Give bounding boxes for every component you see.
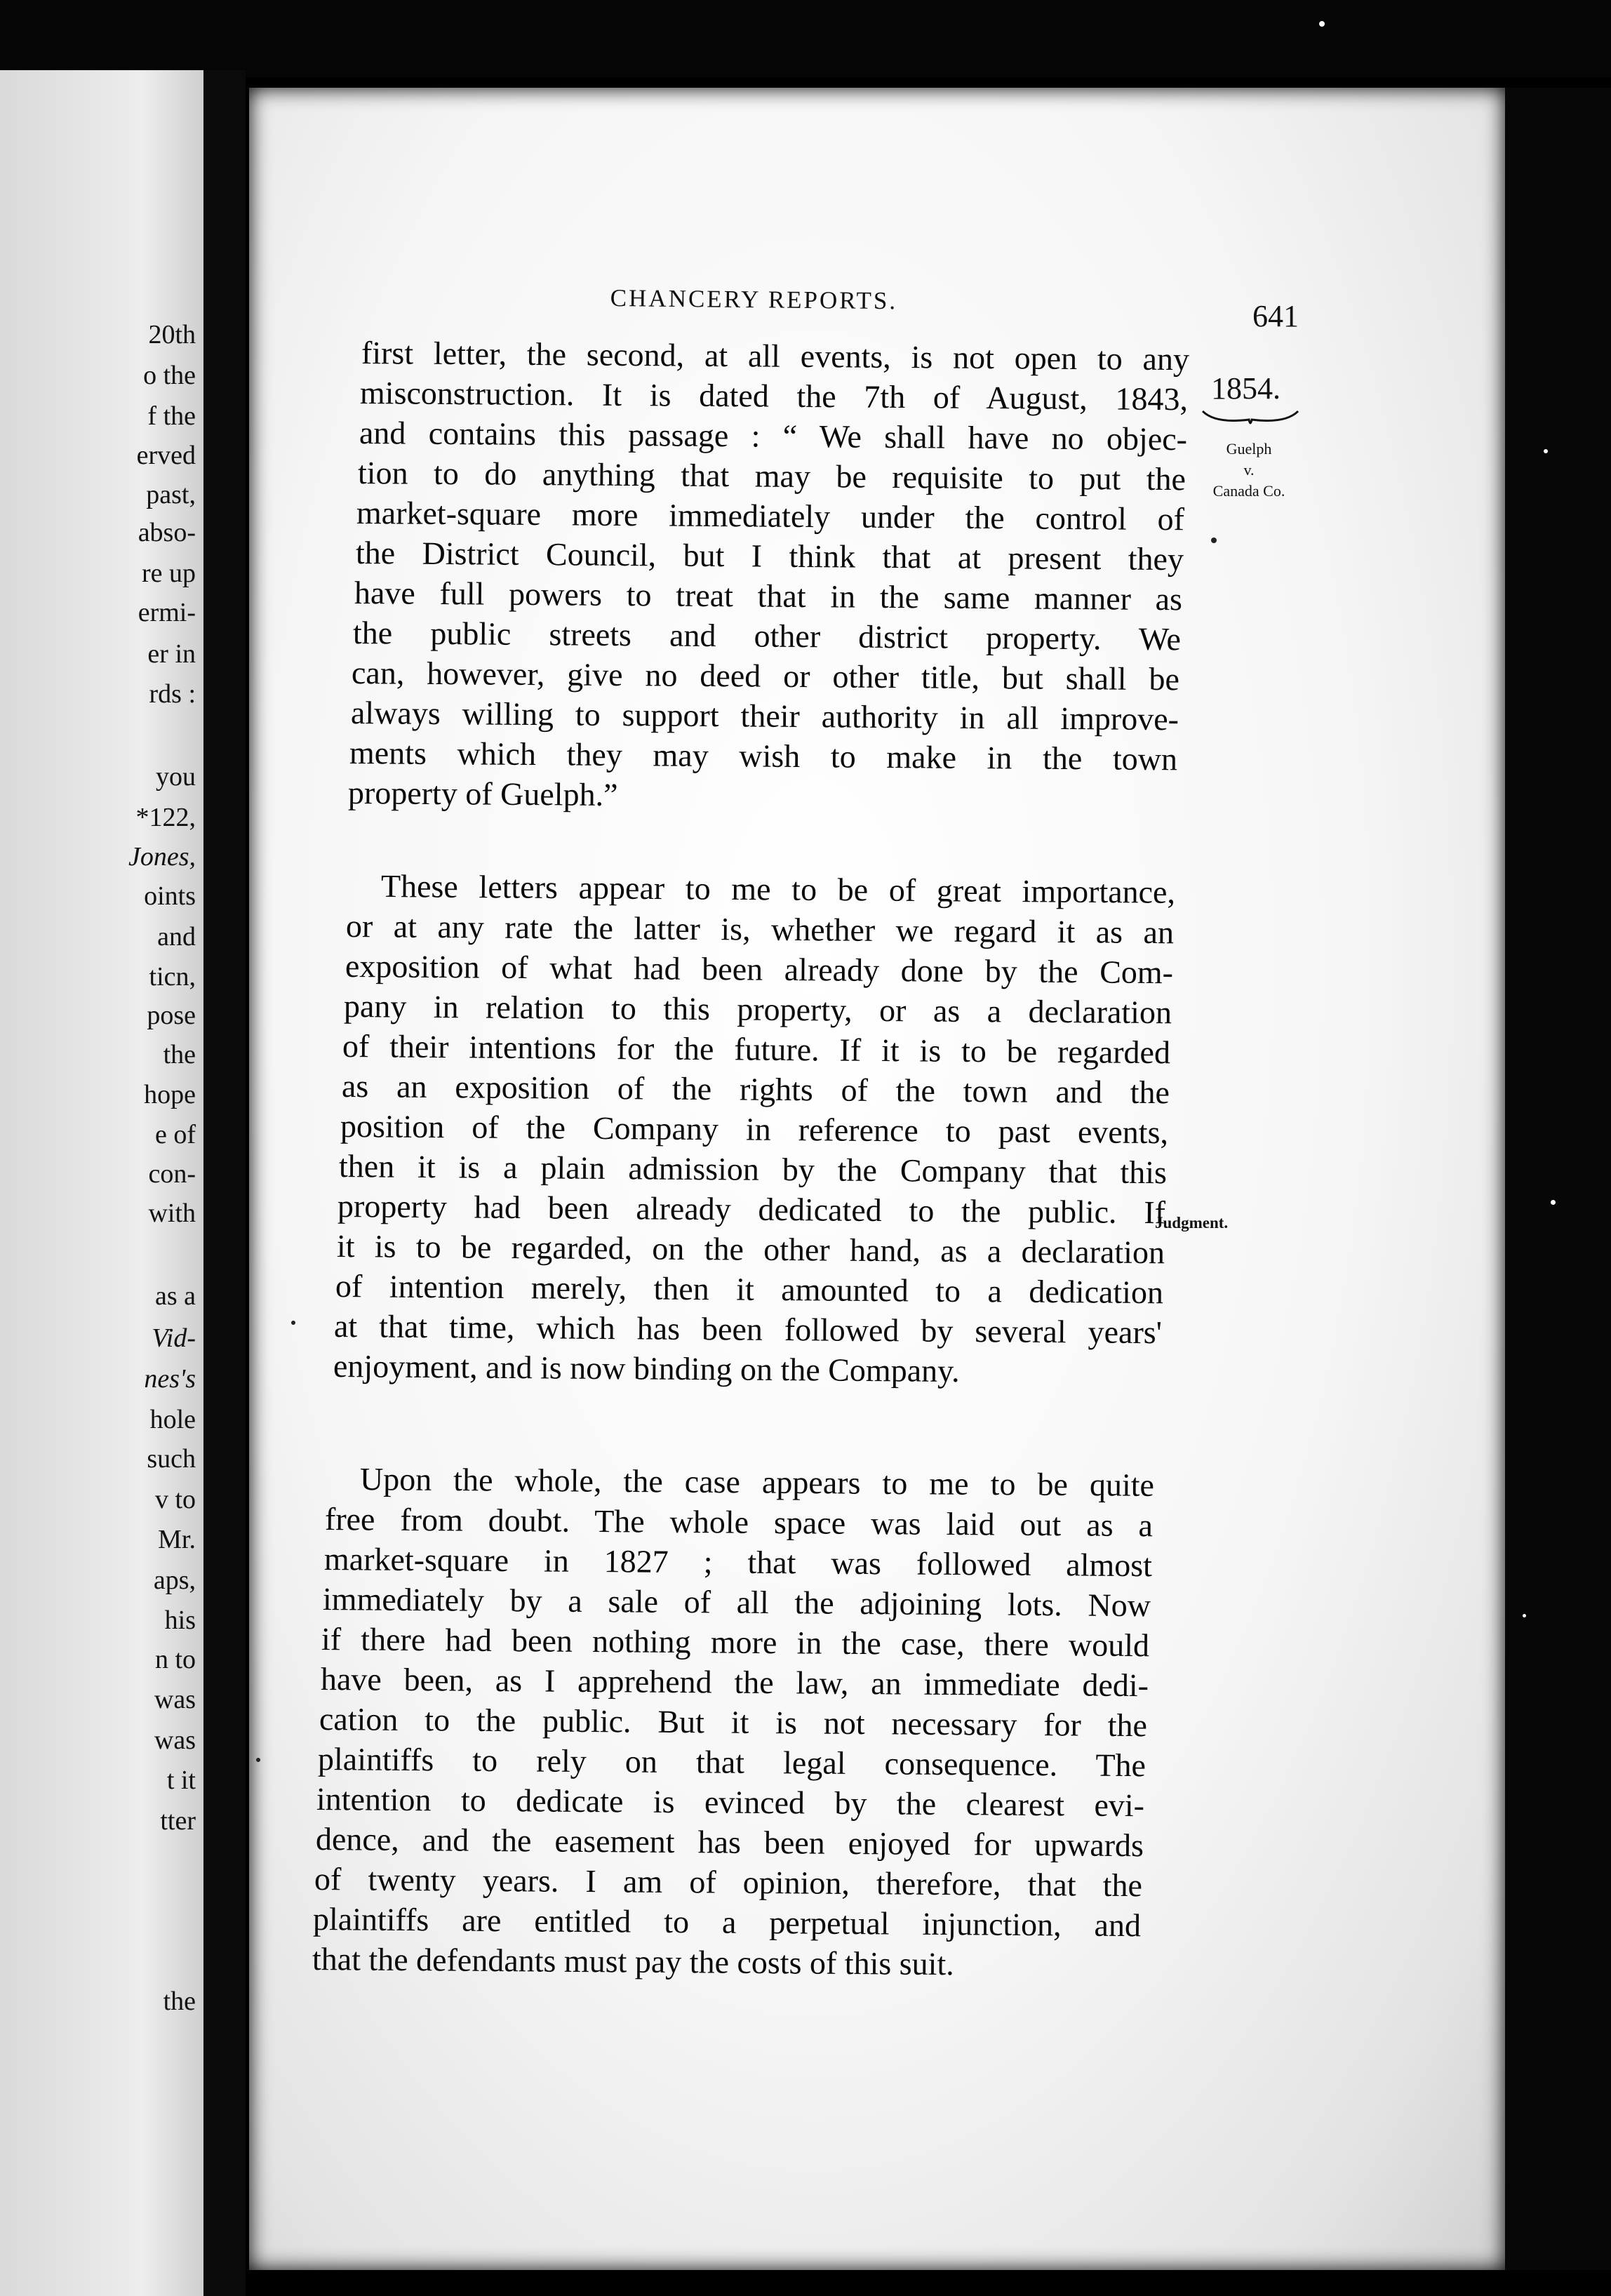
text-line: always willing to support their authority in all improve-: [350, 695, 1179, 737]
facing-page-fragment: pose: [147, 1001, 196, 1030]
film-speck: [1544, 449, 1548, 453]
text-line: cation to the public. But it is not necessary for the: [319, 1701, 1147, 1744]
facing-page-fragment: the: [163, 1987, 196, 2016]
text-line: market-square more immediately under the control of: [356, 495, 1185, 538]
facing-page-fragment: tter: [160, 1806, 196, 1836]
facing-page-fragment: nes's: [144, 1364, 196, 1394]
case-plaintiff: Guelph: [1226, 440, 1272, 458]
text-line: misconstruction. It is dated the 7th of August, 1843,: [360, 375, 1189, 418]
film-speck: [1319, 21, 1325, 27]
facing-page-fragment: o the: [143, 361, 196, 390]
text-line: Upon the whole, the case appears to me to be quite: [359, 1461, 1155, 1503]
text-line: then it is a plain admission by the Company that this: [338, 1148, 1168, 1191]
text-line: can, however, give no deed or other title, but shall be: [352, 655, 1180, 698]
facing-page-fragment: hope: [144, 1080, 196, 1109]
facing-page-fragment: with: [148, 1199, 196, 1228]
text-line: property had been already dedicated to the public. If: [337, 1188, 1166, 1231]
facing-page-fragment: such: [147, 1444, 196, 1474]
text-line: have full powers to treat that in the same manner as: [354, 575, 1182, 618]
text-line: have been, as I apprehend the law, an immediate dedi-: [320, 1661, 1149, 1704]
case-defendant: Canada Co.: [1212, 482, 1285, 500]
text-line: first letter, the second, at all events, is not open to any: [361, 335, 1190, 378]
facing-page-fragment: hole: [149, 1405, 196, 1434]
facing-page-fragment: t it: [166, 1766, 196, 1795]
text-line: These letters appear to me to be of great importance,: [380, 868, 1176, 910]
facing-page-fragment: and: [157, 922, 196, 952]
facing-page-fragment: n to: [154, 1645, 196, 1674]
text-line: enjoyment, and is now binding on the Company.: [333, 1348, 960, 1389]
page-number: 641: [1252, 299, 1299, 333]
facing-page-fragment: you: [156, 762, 196, 792]
facing-page-fragment: con-: [148, 1159, 196, 1189]
facing-page-fragment: past,: [146, 480, 196, 509]
text-line: position of the Company in reference to past events,: [340, 1108, 1168, 1151]
facing-page-fragment: the: [163, 1040, 196, 1069]
facing-page-fragment: Vid-: [152, 1323, 196, 1353]
text-line: tion to do anything that may be requisite to put the: [357, 455, 1186, 498]
text-line: ments which they may wish to make in the town: [349, 735, 1178, 777]
facing-page-fragment: aps,: [153, 1566, 196, 1595]
text-line: exposition of what had been already done by the Com-: [345, 948, 1173, 991]
text-line: dence, and the easement has been enjoyed for upwards: [315, 1821, 1144, 1864]
margin-year: 1854.: [1211, 371, 1281, 406]
facing-page-fragment: Jones,: [128, 842, 196, 872]
running-head: CHANCERY REPORTS.: [610, 284, 898, 315]
text-line: market-square in 1827 ; that was followed almost: [323, 1541, 1152, 1584]
text-line: as an exposition of the rights of the town and the: [341, 1068, 1170, 1111]
facing-page-fragment: ticn,: [149, 962, 196, 992]
film-speck: [1523, 1614, 1526, 1617]
facing-page-fragment: Mr.: [158, 1525, 196, 1554]
facing-page-fragment: v to: [154, 1485, 196, 1514]
facing-page-fragment: was: [154, 1685, 196, 1714]
text-line: pany in relation to this property, or as a declaration: [343, 988, 1172, 1031]
facing-page-fragment: ermi-: [138, 598, 196, 627]
ink-speck: [256, 1758, 260, 1762]
text-line: intention to dedicate is evinced by the clearest evi-: [316, 1781, 1145, 1824]
ink-speck: [1211, 538, 1217, 543]
facing-page-fragment: re up: [141, 559, 196, 588]
text-line: if there had been nothing more in the case, there would: [321, 1621, 1150, 1664]
facing-page-fragment: abso-: [138, 518, 196, 547]
text-line: the public streets and other district property. We: [352, 615, 1182, 658]
facing-page-fragment: rds :: [149, 679, 196, 709]
text-line: property of Guelph.”: [348, 775, 618, 813]
facing-page-fragment: f the: [147, 401, 196, 431]
facing-page-fragment: e of: [154, 1120, 196, 1149]
facing-page-fragment: was: [154, 1726, 196, 1755]
text-line: of their intentions for the future. If it is to be regarded: [342, 1028, 1171, 1071]
ink-speck: [291, 1321, 295, 1325]
facing-page-fragment: as a: [154, 1281, 196, 1311]
film-speck: [1551, 1200, 1556, 1205]
text-line: it is to be regarded, on the other hand, as a declaration: [336, 1228, 1165, 1271]
text-line: immediately by a sale of all the adjoining lots. Now: [322, 1581, 1151, 1624]
facing-page-fragment: oints: [144, 881, 196, 911]
text-line: free from doubt. The whole space was laid out as a: [325, 1501, 1154, 1544]
facing-page-fragment: *122,: [135, 803, 196, 832]
margin-judgment-note: Judgment.: [1155, 1214, 1229, 1232]
text-line: at that time, which has been followed by several years': [334, 1308, 1163, 1351]
text-line: and contains this passage : “ We shall have no objec-: [359, 415, 1187, 458]
text-line: that the defendants must pay the costs of this suit.: [312, 1941, 954, 1982]
text-line: plaintiffs to rely on that legal consequence. The: [317, 1741, 1147, 1784]
text-line: the District Council, but I think that at present they: [355, 535, 1184, 578]
facing-page-fragment: erved: [136, 441, 196, 470]
facing-page-fragment: his: [164, 1606, 196, 1635]
facing-page-fragment: 20th: [148, 320, 196, 349]
text-line: of twenty years. I am of opinion, therefore, that the: [314, 1861, 1143, 1904]
text-line: plaintiffs are entitled to a perpetual injunction, and: [313, 1901, 1142, 1944]
text-line: or at any rate the latter is, whether we regard it as an: [346, 908, 1175, 951]
case-versus: v.: [1243, 461, 1255, 479]
text-line: of intention merely, then it amounted to a dedication: [335, 1268, 1164, 1311]
facing-page-fragment: er in: [147, 639, 196, 669]
